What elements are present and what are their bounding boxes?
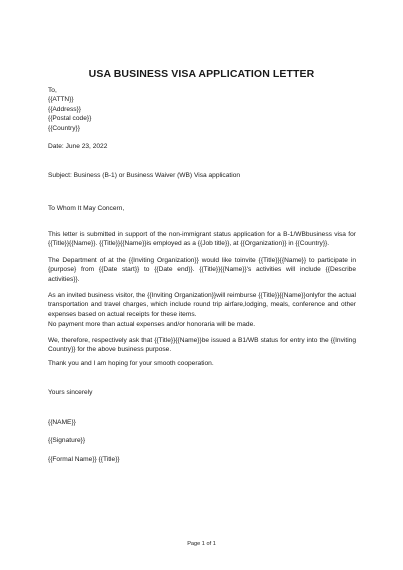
formal-name-title: {{Formal Name}} {{Title}} — [48, 456, 120, 463]
address-line: {{Address}} — [48, 105, 81, 113]
body-paragraph: This letter is submitted in support of the non-immigrant status application for a B-1/WBbusiness visa for {{Title}}{{Name}}. {{Title}}{{Name}}is employed as a {{Job title}}, at {{Organization}} in {{Country}}. — [48, 231, 356, 248]
letter-title: USA BUSINESS VISA APPLICATION LETTER — [88, 68, 315, 80]
body-paragraph: No payment more than actual expenses and/or honoraria will be made. — [48, 321, 256, 328]
salutation: To Whom It May Concern, — [48, 205, 125, 212]
body-paragraph: As an invited business visitor, the {{Inviting Organization}}will reimburse {{Title}}{{Name}}onlyfor the actual transportation and travel charges, which include round trip airfare,lodging, meals, conference and other expenses based on actual receipts for these items. — [48, 292, 356, 318]
body-paragraph: We, therefore, respectively ask that {{Title}}{{Name}}be issued a B1/WB status for entry into the {{Inviting Country}} for the above business purpose. — [48, 337, 356, 354]
signature-field: {{Signature}} — [48, 437, 86, 444]
address-line: {{Postal code}} — [48, 115, 92, 123]
signature-name: {{NAME}} — [48, 419, 76, 426]
body-paragraph: Thank you and I am hoping for your smooth cooperation. — [48, 360, 214, 367]
recipient-address — [48, 86, 356, 133]
address-line: To, — [48, 87, 57, 94]
address-line: {{ATTN}} — [48, 96, 74, 104]
subject-line: Subject: Business (B-1) or Business Waiver (WB) Visa application — [48, 172, 241, 179]
address-line: {{Country}} — [48, 124, 80, 132]
body-paragraph: The Department of at the {{Inviting Organization}} would like toinvite {{Title}}{{Name}} to participate in {purpose} from {{Date start}} to {{Date end}}. {{Title}}{{Name}}'s activities will include {{Describe activities}}. — [48, 257, 356, 283]
page-number: Page 1 of 1 — [187, 541, 216, 547]
closing: Yours sincerely — [48, 389, 93, 396]
date-line: Date: June 23, 2022 — [48, 143, 108, 150]
